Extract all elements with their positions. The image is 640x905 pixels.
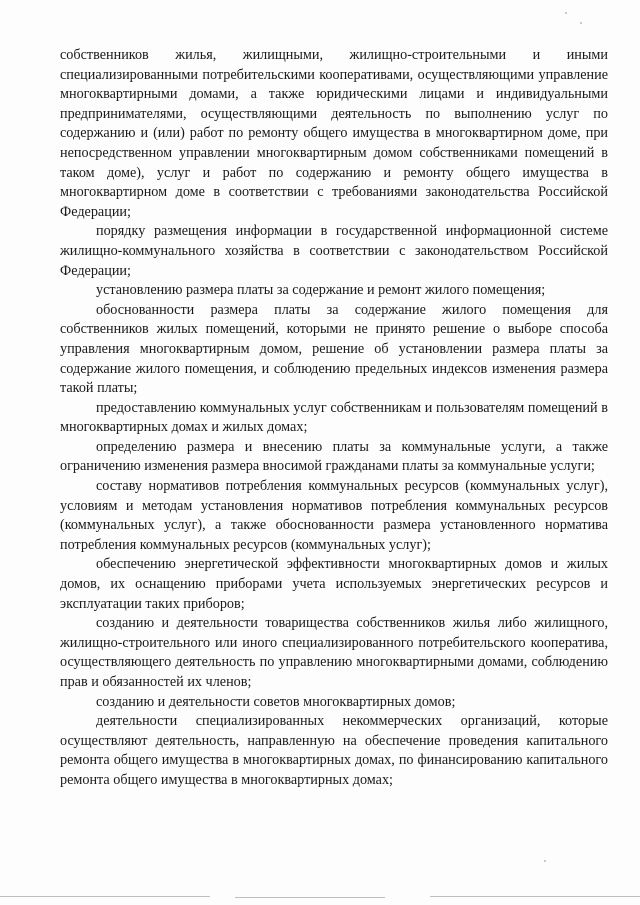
scan-artifact-speck <box>544 860 546 862</box>
paragraph-utility-payment: определению размера и внесению платы за коммунальные услуги, а также ограничению изменения размера вносимой гражданами платы за коммунальные услуги; <box>60 438 608 475</box>
paragraph-continuation: собственников жилья, жилищными, жилищно-строительными и иными специализированными потребительскими кооперативами, осуществляющими управление многоквартирными домами, а также юридическими лицами и индивидуальными предпринимателями, осуществляющими деятельность по выполнению услуг по содержанию и (или) работ по ремонту общего имущества в многоквартирном доме, при непосредственном управлении многоквартирным домом собственниками помещений в таком доме), услуг и работ по содержанию и ремонту общего имущества в многоквартирном доме в соответствии с требованиями законодательства Российской Федерации; <box>60 47 608 220</box>
paragraph-fee-setting: установлению размера платы за содержание и ремонт жилого помещения; <box>96 282 546 299</box>
paragraph-info-placement: порядку размещения информации в государственной информационной системе жилищно-коммунального хозяйства в соответствии с законодательством Российской Федерации; <box>60 223 608 279</box>
paragraph-utility-provision: предоставлению коммунальных услуг собственникам и пользователям помещений в многоквартирных домах и жилых домах; <box>60 399 608 436</box>
scan-artifact-speck <box>580 22 582 24</box>
scan-artifact-line <box>430 896 640 897</box>
paragraph-capital-repair: деятельности специализированных некоммерческих организаций, которые осуществляют деятельность, направленную на обеспечение проведения капитального ремонта общего имущества в многоквартирных домах, по финансированию капитального ремонта общего имущества в многоквартирных домах; <box>60 713 608 788</box>
scan-artifact-line <box>235 897 385 898</box>
paragraph-consumption-norms: составу нормативов потребления коммунальных ресурсов (коммунальных услуг), условиям и методам установления нормативов потребления коммунальных ресурсов (коммунальных услуг), а также обоснованности размера установленного норматива потребления коммунальных ресурсов (коммунальных услуг); <box>60 478 608 553</box>
paragraph-hoa-creation: созданию и деятельности товарищества собственников жилья либо жилищного, жилищно-строительного или иного специализированного потребительского кооператива, осуществляющего деятельность по управлению многоквартирными домами, соблюдению прав и обязанностей их членов; <box>60 615 608 690</box>
paragraph-energy-efficiency: обеспечению энергетической эффективности многоквартирных домов и жилых домов, их оснащению приборами учета используемых энергетических ресурсов и эксплуатации таких приборов; <box>60 556 608 612</box>
scan-artifact-speck <box>565 12 567 14</box>
paragraph-councils: созданию и деятельности советов многоквартирных домов; <box>96 693 456 710</box>
document-body <box>60 46 608 791</box>
scan-artifact-line <box>0 896 210 897</box>
paragraph-fee-justification: обоснованности размера платы за содержание жилого помещения для собственников жилых помещений, которыми не принято решение о выборе способа управления многоквартирным домом, решение об установлении размера платы за содержание жилого помещения, и соблюдению предельных индексов изменения размера такой платы; <box>60 301 608 397</box>
